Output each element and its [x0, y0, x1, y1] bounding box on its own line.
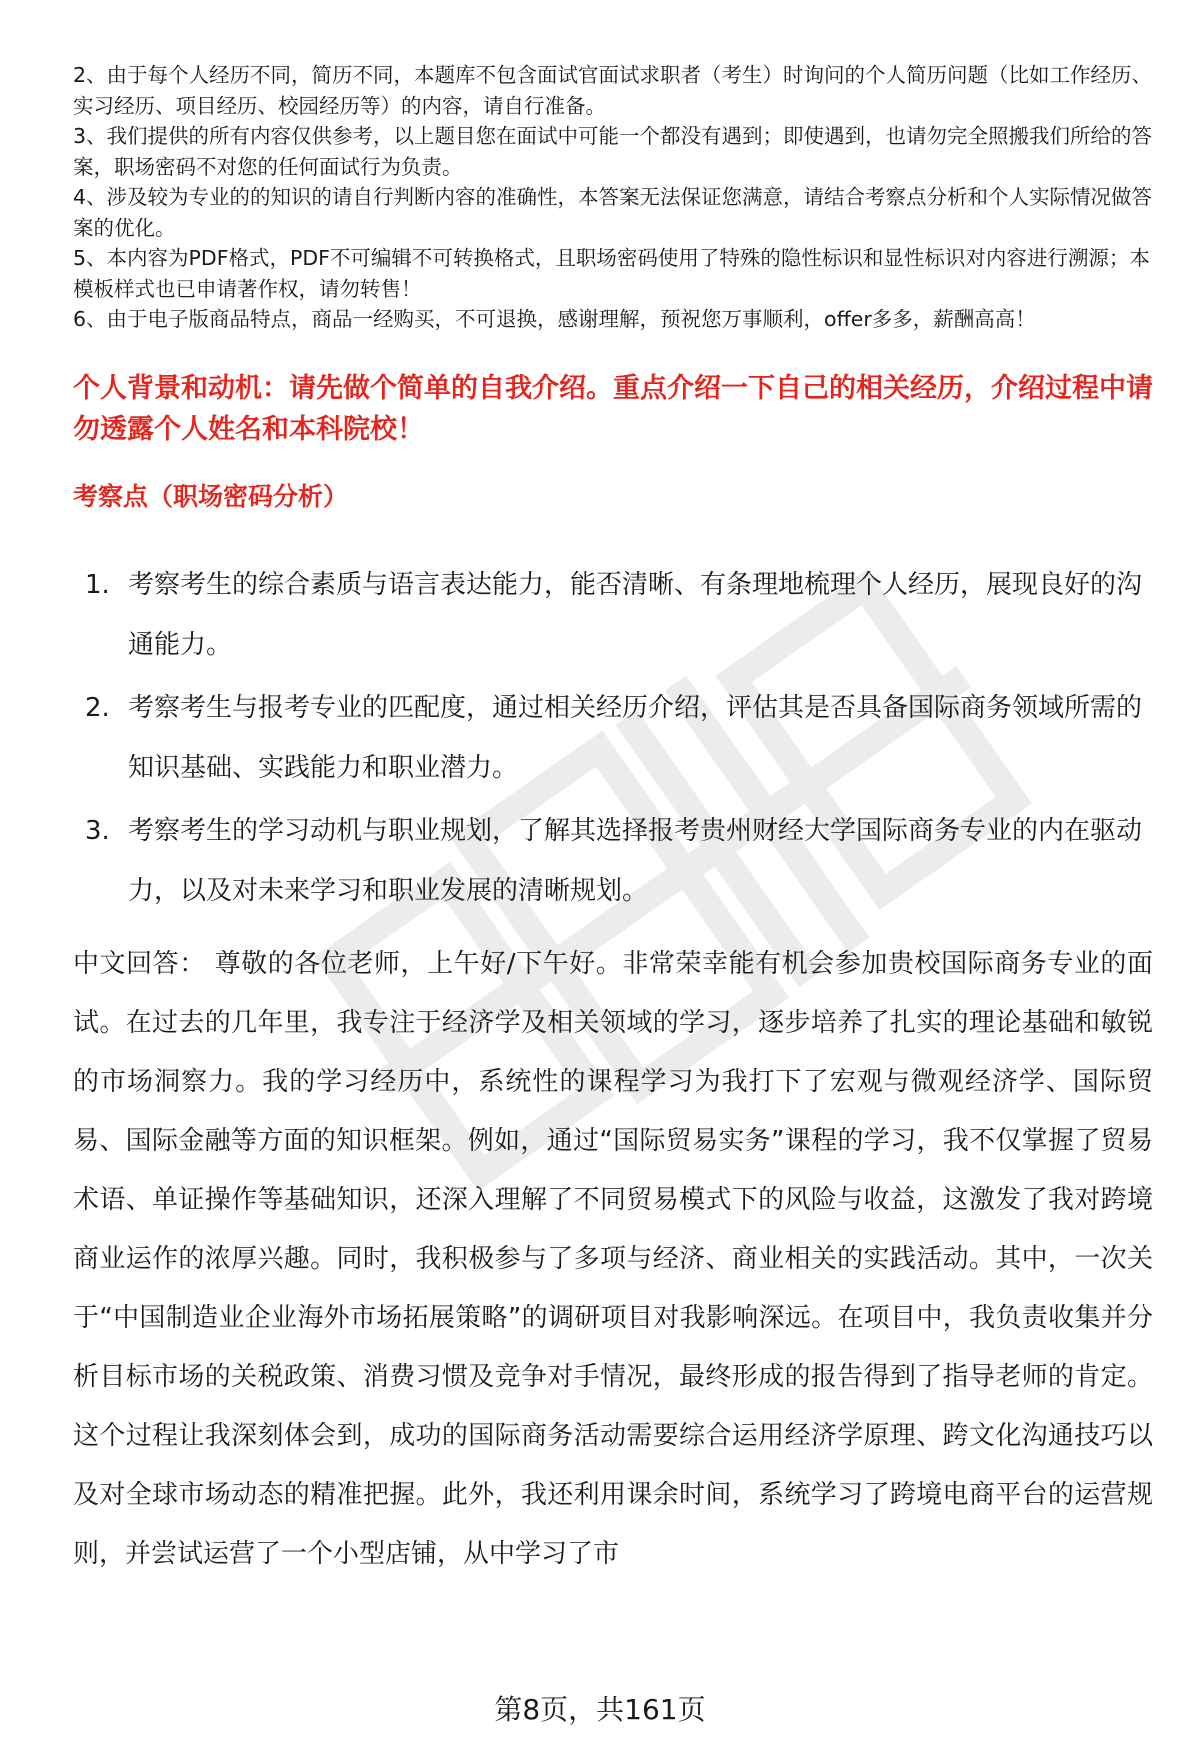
- question-title: 个人背景和动机：请先做个简单的自我介绍。重点介绍一下自己的相关经历，介绍过程中请勿透露个人姓名和本科院校！: [73, 373, 1153, 445]
- list-item: [73, 678, 1153, 798]
- point-text: 考察考生的学习动机与职业规划，了解其选择报考贵州财经大学国际商务专业的内在驱动力，以及对未来学习和职业发展的清晰规划。: [128, 816, 1143, 906]
- note-5: 5、本内容为PDF格式，PDF不可编辑不可转换格式，且职场密码使用了特殊的隐性标识和显性标识对内容进行溯源；本模板样式也已申请著作权，请勿转售！: [73, 246, 1150, 301]
- point-number: 2.: [85, 693, 110, 723]
- note-6: 6、由于电子版商品特点，商品一经购买，不可退换，感谢理解，预祝您万事顺利，offer多多，薪酬高高！: [73, 307, 1036, 331]
- notes-section: [73, 60, 1153, 335]
- list-item: [73, 555, 1153, 675]
- list-item: [73, 801, 1153, 921]
- points-heading: 考察点（职场密码分析）: [73, 482, 349, 511]
- note-3: 3、我们提供的所有内容仅供参考，以上题目您在面试中可能一个都没有遇到；即使遇到，也请勿完全照搬我们所给的答案，职场密码不对您的任何面试行为负责。: [73, 124, 1153, 179]
- point-number: 3.: [85, 816, 110, 846]
- point-text: 考察考生的综合素质与语言表达能力，能否清晰、有条理地梳理个人经历，展现良好的沟通能力。: [128, 570, 1143, 660]
- points-list: [73, 555, 1153, 924]
- page-footer: 第8页，共161页: [494, 1693, 706, 1726]
- point-text: 考察考生与报考专业的匹配度，通过相关经历介绍，评估其是否具备国际商务领域所需的知识基础、实践能力和职业潜力。: [128, 693, 1143, 783]
- point-number: 1.: [85, 570, 110, 600]
- answer-paragraph: 中文回答： 尊敬的各位老师，上午好/下午好。非常荣幸能有机会参加贵校国际商务专业的面试。在过去的几年里，我专注于经济学及相关领域的学习，逐步培养了扎实的理论基础和敏锐的市场洞察力。我的学习经历中，系统性的课程学习为我打下了宏观与微观经济学、国际贸易、国际金融等方面的知识框架。例如，通过“国际贸易实务”课程的学习，我不仅掌握了贸易术语、单证操作等基础知识，还深入理解了不同贸易模式下的风险与收益，这激发了我对跨境商业运作的浓厚兴趣。同时，我积极参与了多项与经济、商业相关的实践活动。其中，一次关于“中国制造业企业海外市场拓展策略”的调研项目对我影响深远。在项目中，我负责收集并分析目标市场的关税政策、消费习惯及竞争对手情况，最终形成的报告得到了指导老师的肯定。这个过程让我深刻体会到，成功的国际商务活动需要综合运用经济学原理、跨文化沟通技巧以及对全球市场动态的精准把握。此外，我还利用课余时间，系统学习了跨境电商平台的运营规则，并尝试运营了一个小型店铺，从中学习了市: [73, 949, 1153, 1569]
- note-4: 4、涉及较为专业的的知识的请自行判断内容的准确性，本答案无法保证您满意，请结合考察点分析和个人实际情况做答案的优化。: [73, 185, 1153, 240]
- note-2: 2、由于每个人经历不同，简历不同，本题库不包含面试官面试求职者（考生）时询问的个人简历问题（比如工作经历、实习经历、项目经历、校园经历等）的内容，请自行准备。: [73, 63, 1153, 118]
